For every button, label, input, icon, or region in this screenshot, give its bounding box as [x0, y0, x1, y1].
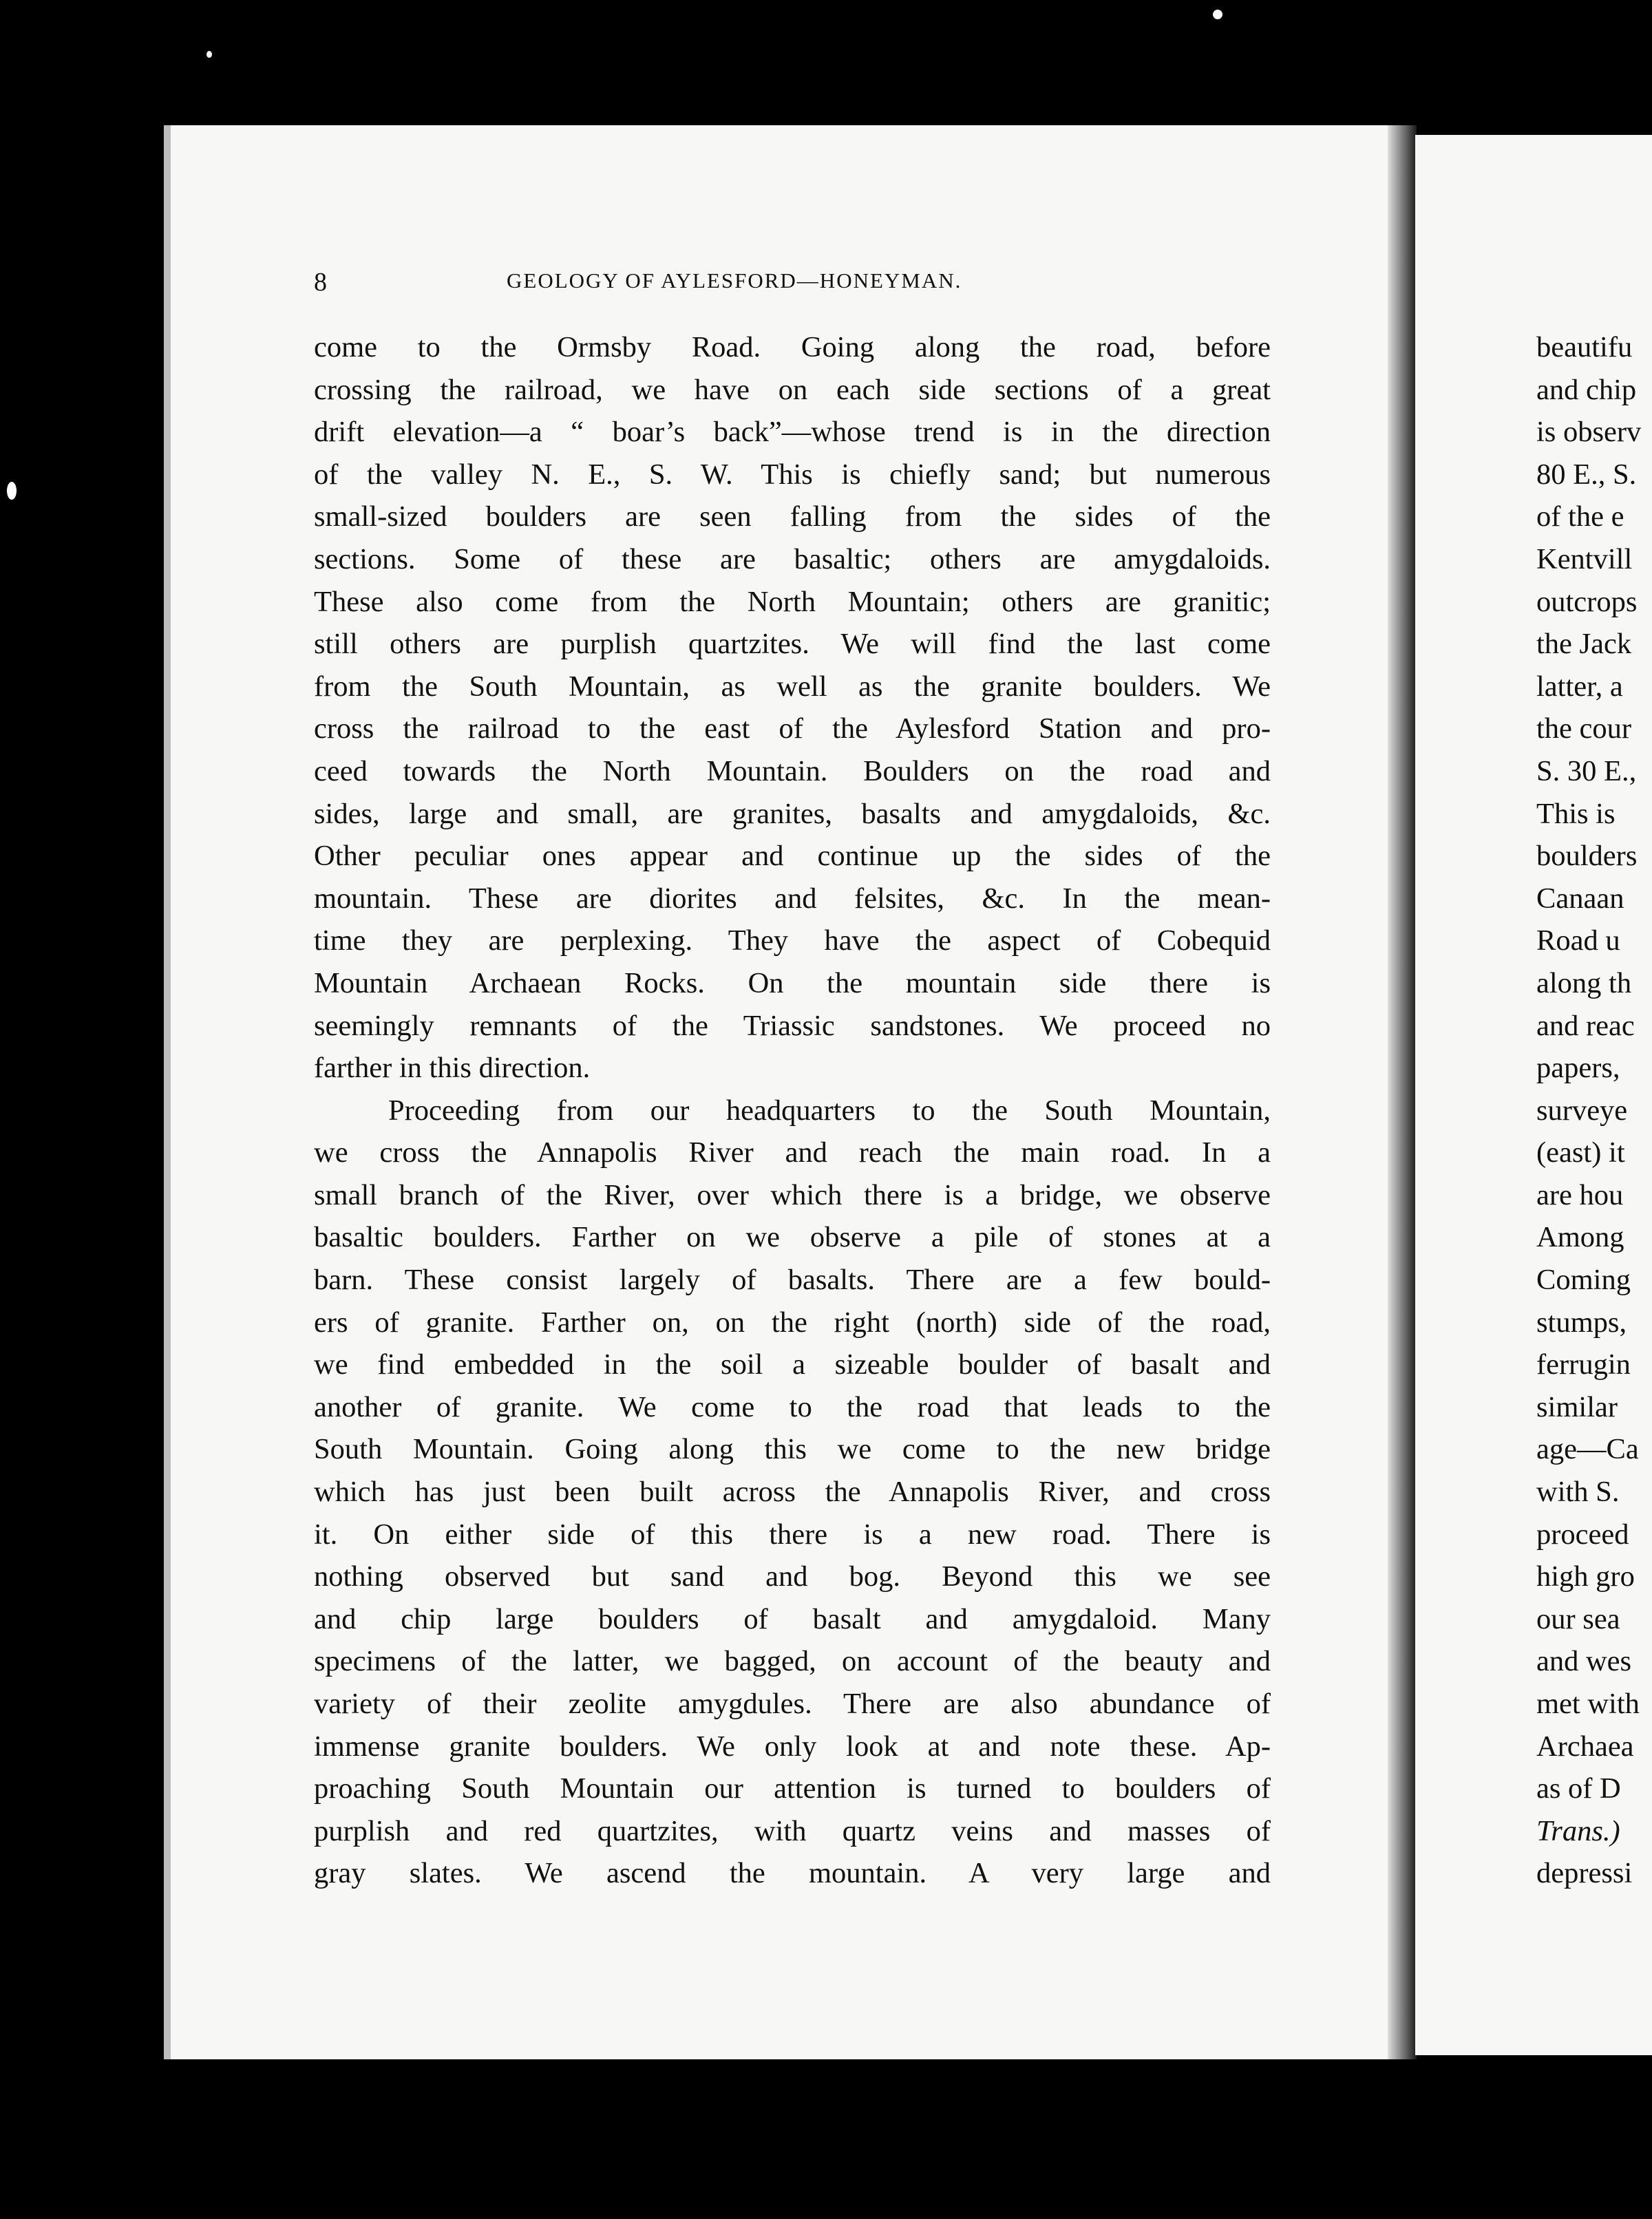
text-line: still others are purplish quartzites. We will find the last come: [314, 628, 1271, 661]
paragraph-start-line: Proceeding from our headquarters to the South Mountain,: [388, 1094, 1271, 1127]
text-line: cross the railroad to the east of the Aylesford Station and pro-: [314, 712, 1271, 745]
facing-text-line: latter, a: [1536, 670, 1623, 703]
text-line: of the valley N. E., S. W. This is chiefly sand; but numerous: [314, 458, 1271, 491]
page-number: 8: [314, 268, 327, 297]
text-line: drift elevation—a “ boar’s back”—whose trend is in the direction: [314, 416, 1271, 449]
text-line: small branch of the River, over which there is a bridge, we observe: [314, 1178, 1271, 1211]
text-line: proaching South Mountain our attention is turned to boulders of: [314, 1772, 1271, 1805]
facing-text-line: and chip: [1536, 373, 1637, 406]
facing-text-line: proceed: [1536, 1518, 1629, 1551]
text-line: barn. These consist largely of basalts. There are a few bould-: [314, 1264, 1271, 1297]
facing-text-line: our sea: [1536, 1602, 1620, 1635]
facing-text-line: outcrops: [1536, 585, 1638, 618]
facing-text-line: S. 30 E.,: [1536, 754, 1637, 787]
facing-text-line: Coming: [1536, 1264, 1631, 1297]
text-line: sections. Some of these are basaltic; others are amygdaloids.: [314, 542, 1271, 575]
facing-text-line: age—Ca: [1536, 1433, 1639, 1466]
text-line: nothing observed but sand and bog. Beyond this we see: [314, 1560, 1271, 1593]
text-line: ceed towards the North Mountain. Boulders on the road and: [314, 754, 1271, 787]
facing-text-line: beautifu: [1536, 331, 1633, 363]
facing-text-line: surveye: [1536, 1094, 1628, 1127]
facing-text-line: high gro: [1536, 1560, 1635, 1593]
text-line: basaltic boulders. Farther on we observe a pile of stones at a: [314, 1221, 1271, 1254]
facing-text-line: Among: [1536, 1221, 1624, 1254]
facing-text-line: and reac: [1536, 1009, 1635, 1042]
facing-text-line: ferrugin: [1536, 1348, 1631, 1381]
text-line: ers of granite. Farther on, on the right (north) side of the road,: [314, 1306, 1271, 1339]
text-line: seemingly remnants of the Triassic sandstones. We proceed no: [314, 1009, 1271, 1042]
facing-text-line: Trans.): [1536, 1814, 1620, 1847]
text-line: crossing the railroad, we have on each side sections of a great: [314, 373, 1271, 406]
text-line: These also come from the North Mountain; others are granitic;: [314, 585, 1271, 618]
facing-text-line: depressi: [1536, 1857, 1633, 1890]
text-line: and chip large boulders of basalt and amygdaloid. Many: [314, 1602, 1271, 1635]
text-line: mountain. These are diorites and felsites, &c. In the mean-: [314, 882, 1271, 915]
facing-text-line: the Jack: [1536, 628, 1632, 661]
facing-text-line: 80 E., S.: [1536, 458, 1637, 491]
text-line: purplish and red quartzites, with quartz veins and masses of: [314, 1814, 1271, 1847]
text-line: gray slates. We ascend the mountain. A very large and: [314, 1857, 1271, 1890]
facing-text-line: are hou: [1536, 1178, 1624, 1211]
text-line: Other peculiar ones appear and continue up the sides of the: [314, 840, 1271, 873]
text-line: time they are perplexing. They have the aspect of Cobequid: [314, 924, 1271, 957]
facing-text-line: (east) it: [1536, 1136, 1625, 1169]
facing-text-line: Kentvill: [1536, 542, 1633, 575]
facing-text-line: stumps,: [1536, 1306, 1627, 1339]
text-line: small-sized boulders are seen falling from the sides of the: [314, 500, 1271, 533]
facing-text-line: Road u: [1536, 924, 1620, 957]
text-line: which has just been built across the Annapolis River, and cross: [314, 1476, 1271, 1509]
facing-text-line: with S.: [1536, 1476, 1620, 1509]
facing-text-line: along th: [1536, 966, 1632, 999]
text-line: South Mountain. Going along this we come to the new bridge: [314, 1433, 1271, 1466]
running-head: GEOLOGY OF AYLESFORD—HONEYMAN.: [507, 268, 962, 293]
text-line: Mountain Archaean Rocks. On the mountain side there is: [314, 966, 1271, 999]
text-line: from the South Mountain, as well as the granite boulders. We: [314, 670, 1271, 703]
facing-text-line: Archaea: [1536, 1730, 1634, 1763]
facing-text-line: is observ: [1536, 416, 1642, 449]
facing-text-line: of the e: [1536, 500, 1624, 533]
scan-speck: [206, 51, 212, 58]
text-line: we cross the Annapolis River and reach the main road. In a: [314, 1136, 1271, 1169]
text-line: variety of their zeolite amygdules. There are also abundance of: [314, 1688, 1271, 1720]
text-line: come to the Ormsby Road. Going along the road, before: [314, 331, 1271, 363]
text-line: another of granite. We come to the road that leads to the: [314, 1390, 1271, 1423]
facing-text-line: met with: [1536, 1688, 1640, 1720]
facing-text-line: as of D: [1536, 1772, 1621, 1805]
scan-speck: [7, 482, 17, 500]
text-line: we find embedded in the soil a sizeable boulder of basalt and: [314, 1348, 1271, 1381]
body-text: [314, 326, 1271, 1895]
facing-text-line: This is: [1536, 797, 1616, 830]
facing-page-text: [1536, 326, 1652, 1895]
page-header: [314, 267, 1271, 295]
book-gutter: [1388, 125, 1417, 2059]
facing-text-line: and wes: [1536, 1645, 1632, 1678]
facing-text-line: similar: [1536, 1390, 1618, 1423]
facing-text-line: Canaan: [1536, 882, 1624, 915]
paragraph-end-line: farther in this direction.: [314, 1052, 591, 1085]
facing-text-line: boulders: [1536, 840, 1638, 873]
text-line: specimens of the latter, we bagged, on account of the beauty and: [314, 1645, 1271, 1678]
text-line: sides, large and small, are granites, basalts and amygdaloids, &c.: [314, 797, 1271, 830]
facing-text-line: papers,: [1536, 1052, 1620, 1085]
text-line: it. On either side of this there is a new road. There is: [314, 1518, 1271, 1551]
scan-speck: [1213, 10, 1222, 19]
facing-text-line: the cour: [1536, 712, 1632, 745]
text-line: immense granite boulders. We only look at and note these. Ap-: [314, 1730, 1271, 1763]
